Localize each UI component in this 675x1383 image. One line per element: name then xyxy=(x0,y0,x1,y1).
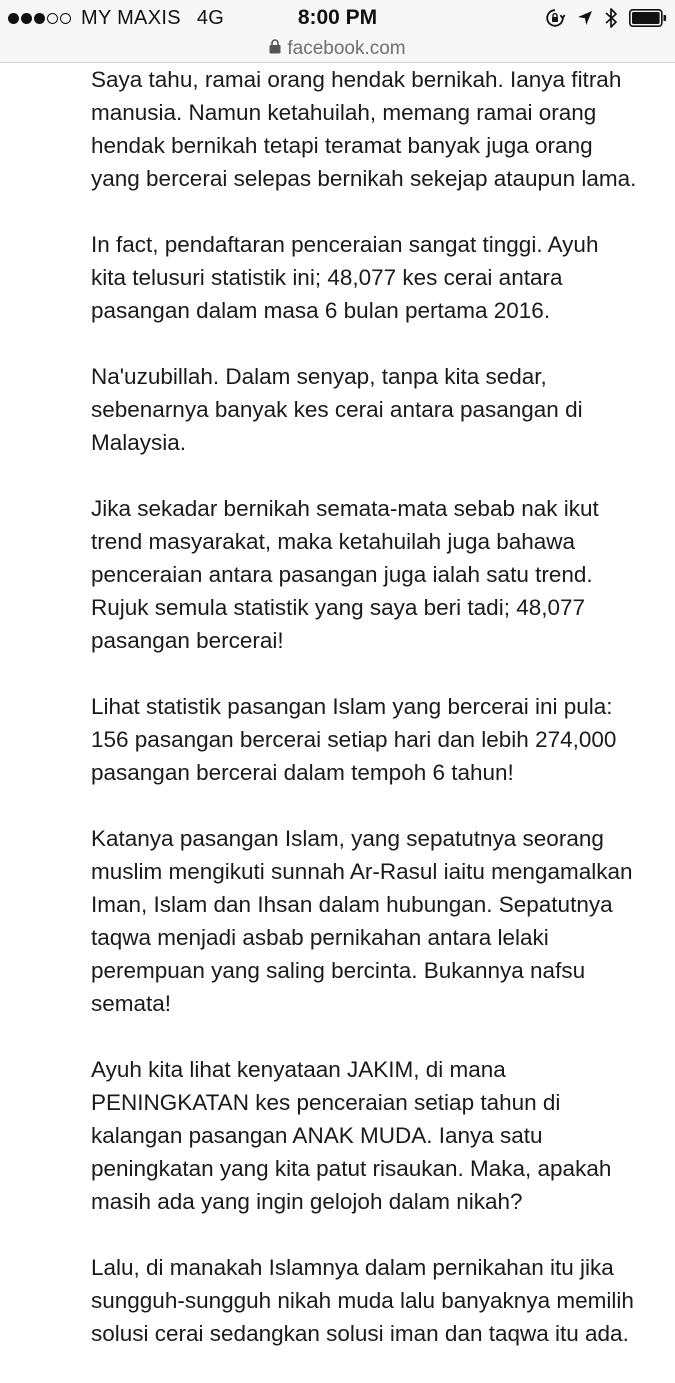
text-line: semata! xyxy=(91,991,172,1016)
status-time: 8:00 PM xyxy=(297,6,378,29)
text-line: sebenarnya banyak kes cerai antara pasangan di xyxy=(91,397,583,422)
post-body xyxy=(91,63,671,1383)
bluetooth-icon xyxy=(605,7,617,29)
paragraph xyxy=(91,228,671,327)
text-line: hendak bernikah tetapi teramat banyak juga orang xyxy=(91,133,593,158)
text-line: peningkatan yang kita patut risaukan. Maka, apakah xyxy=(91,1156,612,1181)
address-bar-inner[interactable] xyxy=(269,38,405,60)
text-line: manusia. Namun ketahuilah, memang ramai orang xyxy=(91,100,597,125)
text-line: PENINGKATAN kes penceraian setiap tahun di xyxy=(91,1090,561,1115)
text-line: penceraian antara pasangan juga ialah satu trend. xyxy=(91,562,593,587)
text-line: masih ada yang ingin gelojoh dalam nikah? xyxy=(91,1189,523,1214)
paragraph xyxy=(91,360,671,459)
text-line: Malaysia. xyxy=(91,430,187,455)
text-line: perempuan yang saling bercinta. Bukannya nafsu xyxy=(91,958,586,983)
text-line: sungguh-sungguh nikah muda lalu banyaknya memilih xyxy=(91,1288,634,1313)
address-bar[interactable] xyxy=(0,36,675,62)
paragraph xyxy=(91,1053,671,1218)
paragraph xyxy=(91,690,671,789)
text-line: muslim mengikuti sunnah Ar-Rasul iaitu mengamalkan xyxy=(91,859,633,884)
text-line: solusi cerai sedangkan solusi iman dan taqwa itu ada. xyxy=(91,1321,629,1346)
paragraph xyxy=(91,63,671,195)
status-icons xyxy=(533,6,667,30)
text-line: Jika sekadar bernikah semata-mata sebab nak ikut xyxy=(91,496,599,521)
text-line: Lalu, di manakah Islamnya dalam pernikahan itu jika xyxy=(91,1255,614,1280)
paragraph xyxy=(91,1251,671,1350)
text-line: 156 pasangan bercerai setiap hari dan lebih 274,000 xyxy=(91,727,617,752)
lock-icon xyxy=(269,39,281,59)
text-line: pasangan bercerai dalam tempoh 6 tahun! xyxy=(91,760,514,785)
text-line: kalangan pasangan ANAK MUDA. Ianya satu xyxy=(91,1123,543,1148)
location-arrow-icon xyxy=(577,10,593,26)
text-line: In fact, pendaftaran penceraian sangat tinggi. Ayuh xyxy=(91,232,599,257)
network-type: 4G xyxy=(196,6,225,29)
text-line: Iman, Islam dan Ihsan dalam hubungan. Sepatutnya xyxy=(91,892,613,917)
text-line: kita telusuri statistik ini; 48,077 kes cerai antara xyxy=(91,265,563,290)
text-line: Lihat statistik pasangan Islam yang bercerai ini pula: xyxy=(91,694,613,719)
text-line: pasangan bercerai! xyxy=(91,628,284,653)
url-text[interactable]: facebook.com xyxy=(287,38,406,59)
text-line: trend masyarakat, maka ketahuilah juga bahawa xyxy=(91,529,576,554)
text-line: taqwa menjadi asbab pernikahan antara lelaki xyxy=(91,925,549,950)
paragraph xyxy=(91,822,671,1020)
text-line: Katanya pasangan Islam, yang sepatutnya seorang xyxy=(91,826,604,851)
text-line: Saya tahu, ramai orang hendak bernikah. Ianya fitrah xyxy=(91,67,622,92)
carrier-name: MY MAXIS xyxy=(81,6,181,29)
paragraph xyxy=(91,492,671,657)
text-line: Rujuk semula statistik yang saya beri tadi; 48,077 xyxy=(91,595,586,620)
text-line: yang bercerai selepas bernikah sekejap ataupun lama. xyxy=(91,166,637,191)
battery-icon xyxy=(629,9,667,27)
text-line: Ayuh kita lihat kenyataan JAKIM, di mana xyxy=(91,1057,506,1082)
text-line: pasangan dalam masa 6 bulan pertama 2016. xyxy=(91,298,551,323)
status-bar xyxy=(0,0,675,36)
text-line: Na'uzubillah. Dalam senyap, tanpa kita sedar, xyxy=(91,364,547,389)
rotation-lock-icon xyxy=(545,8,565,28)
